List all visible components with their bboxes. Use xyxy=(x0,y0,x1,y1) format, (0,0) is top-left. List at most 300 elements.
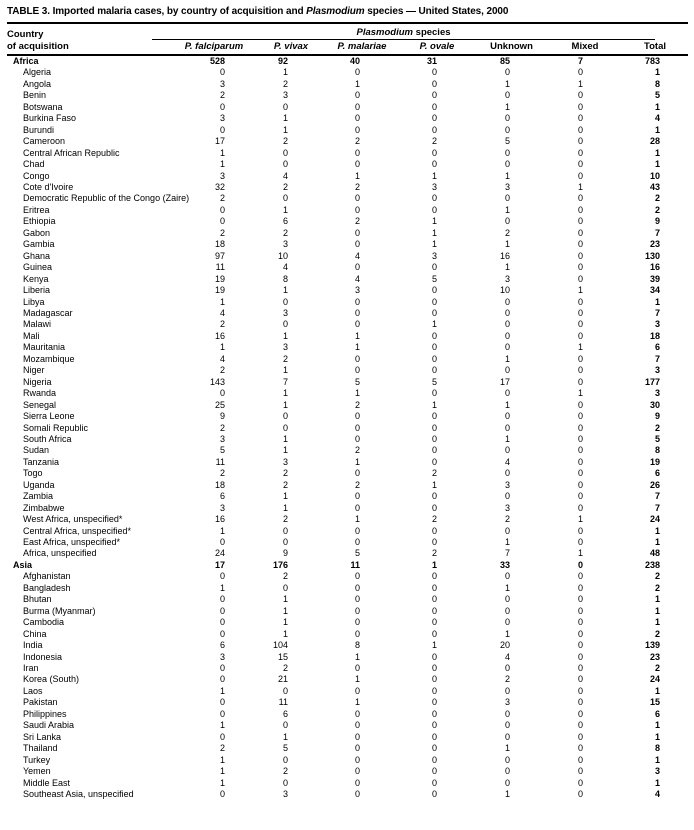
country-cell: Gabon xyxy=(23,227,51,238)
total-cell: 783 xyxy=(645,56,661,66)
total-cell: 1 xyxy=(655,731,661,742)
value-cell: 32 xyxy=(214,181,225,192)
table-row xyxy=(7,411,688,422)
value-cell: 1 xyxy=(219,777,225,788)
value-cell: 0 xyxy=(354,754,360,765)
value-cell: 1 xyxy=(282,67,288,78)
table-row xyxy=(7,755,688,766)
value-cell: 0 xyxy=(219,388,225,399)
table-row xyxy=(7,732,688,743)
table-row xyxy=(7,491,688,502)
total-cell: 43 xyxy=(650,181,661,192)
country-cell: Saudi Arabia xyxy=(23,720,75,731)
table-row xyxy=(7,113,688,124)
value-cell: 5 xyxy=(431,376,437,387)
value-cell: 16 xyxy=(214,514,225,525)
value-cell: 0 xyxy=(577,663,583,674)
value-cell: 2 xyxy=(282,571,288,582)
value-cell: 1 xyxy=(282,594,288,605)
value-cell: 0 xyxy=(431,537,437,548)
country-cell: Somali Republic xyxy=(23,422,89,433)
value-cell: 1 xyxy=(504,262,510,273)
malaria-cases-table xyxy=(7,24,688,800)
value-cell: 0 xyxy=(577,250,583,261)
value-cell: 3 xyxy=(219,170,225,181)
value-cell: 0 xyxy=(219,67,225,78)
value-cell: 19 xyxy=(214,285,225,296)
value-cell: 9 xyxy=(282,548,288,559)
value-cell: 0 xyxy=(431,285,437,296)
table-row xyxy=(7,205,688,216)
value-cell: 2 xyxy=(504,514,510,525)
value-cell: 2 xyxy=(282,468,288,479)
value-cell: 2 xyxy=(219,743,225,754)
value-cell: 8 xyxy=(354,640,360,651)
value-cell: 0 xyxy=(577,628,583,639)
total-cell: 23 xyxy=(650,651,661,662)
total-cell: 7 xyxy=(655,227,661,238)
table-row xyxy=(7,285,688,296)
value-cell: 0 xyxy=(577,204,583,215)
value-cell: 0 xyxy=(504,422,510,433)
value-cell: 4 xyxy=(354,250,360,261)
country-cell: Eritrea xyxy=(23,204,50,215)
value-cell: 1 xyxy=(219,766,225,777)
table-row xyxy=(7,652,688,663)
value-cell: 0 xyxy=(219,731,225,742)
value-cell: 2 xyxy=(354,181,360,192)
value-cell: 0 xyxy=(431,353,437,364)
value-cell: 0 xyxy=(504,720,510,731)
column-header-mixed: Mixed xyxy=(548,40,622,55)
value-cell: 2 xyxy=(354,136,360,147)
table-row xyxy=(7,594,688,605)
value-cell: 0 xyxy=(577,537,583,548)
total-cell: 1 xyxy=(655,605,661,616)
table-row xyxy=(7,159,688,170)
value-cell: 11 xyxy=(215,456,225,467)
value-cell: 1 xyxy=(354,514,360,525)
country-cell: Central Africa, unspecified* xyxy=(23,525,132,536)
value-cell: 0 xyxy=(577,159,583,170)
value-cell: 1 xyxy=(431,216,437,227)
total-cell: 5 xyxy=(655,433,661,444)
value-cell: 1 xyxy=(431,479,437,490)
value-cell: 0 xyxy=(219,697,225,708)
value-cell: 0 xyxy=(431,674,437,685)
value-cell: 0 xyxy=(577,743,583,754)
total-cell: 3 xyxy=(655,365,661,376)
value-cell: 0 xyxy=(504,330,510,341)
country-cell: Zimbabwe xyxy=(23,502,65,513)
total-cell: 1 xyxy=(655,525,661,536)
column-header-p-ovale: P. ovale xyxy=(399,40,475,55)
value-cell: 1 xyxy=(282,399,288,410)
value-cell: 0 xyxy=(431,296,437,307)
value-cell: 2 xyxy=(219,227,225,238)
country-cell: Botswana xyxy=(23,101,63,112)
value-cell: 0 xyxy=(504,296,510,307)
value-cell: 0 xyxy=(577,193,583,204)
country-cell: Cameroon xyxy=(23,136,66,147)
value-cell: 4 xyxy=(282,170,288,181)
total-cell: 7 xyxy=(655,502,661,513)
country-cell: Senegal xyxy=(23,399,57,410)
table-row xyxy=(7,537,688,548)
total-cell: 6 xyxy=(655,342,661,353)
value-cell: 2 xyxy=(354,399,360,410)
country-cell: Ghana xyxy=(23,250,51,261)
value-cell: 1 xyxy=(282,617,288,628)
table-row xyxy=(7,503,688,514)
value-cell: 0 xyxy=(577,273,583,284)
total-cell: 4 xyxy=(655,113,661,124)
total-cell: 48 xyxy=(650,548,661,559)
table-row xyxy=(7,182,688,193)
country-cell: Southeast Asia, unspecified xyxy=(23,789,134,799)
value-cell: 0 xyxy=(354,743,360,754)
country-cell: Cambodia xyxy=(23,617,65,628)
table-row xyxy=(7,789,688,800)
value-cell: 0 xyxy=(282,777,288,788)
value-cell: 3 xyxy=(282,342,288,353)
country-cell: Burundi xyxy=(23,124,55,135)
total-cell: 1 xyxy=(655,537,661,548)
total-cell: 30 xyxy=(650,399,661,410)
value-cell: 0 xyxy=(354,147,360,158)
value-cell: 0 xyxy=(577,216,583,227)
total-cell: 2 xyxy=(655,663,661,674)
table-row xyxy=(7,445,688,456)
country-cell: Asia xyxy=(13,559,33,570)
value-cell: 0 xyxy=(431,582,437,593)
species-spanner-italic: Plasmodium xyxy=(356,27,414,38)
country-cell: Algeria xyxy=(23,67,52,78)
value-cell: 1 xyxy=(504,170,510,181)
value-cell: 0 xyxy=(431,743,437,754)
value-cell: 0 xyxy=(577,353,583,364)
value-cell: 0 xyxy=(354,685,360,696)
value-cell: 0 xyxy=(282,582,288,593)
country-cell: Benin xyxy=(23,90,47,101)
value-cell: 2 xyxy=(219,365,225,376)
table-row xyxy=(7,606,688,617)
value-cell: 0 xyxy=(431,101,437,112)
table-row xyxy=(7,743,688,754)
value-cell: 0 xyxy=(577,433,583,444)
country-cell: Bangladesh xyxy=(23,582,71,593)
value-cell: 1 xyxy=(504,582,510,593)
table-row xyxy=(7,468,688,479)
value-cell: 1 xyxy=(282,445,288,456)
value-cell: 0 xyxy=(354,193,360,204)
country-cell: Turkey xyxy=(23,754,51,765)
total-cell: 9 xyxy=(655,411,661,422)
value-cell: 3 xyxy=(282,456,288,467)
country-cell: Bhutan xyxy=(23,594,52,605)
value-cell: 11 xyxy=(215,262,225,273)
total-cell: 2 xyxy=(655,204,661,215)
table-row xyxy=(7,216,688,227)
country-cell: Afghanistan xyxy=(23,571,71,582)
value-cell: 0 xyxy=(577,422,583,433)
table-row xyxy=(7,457,688,468)
value-cell: 1 xyxy=(431,559,437,570)
value-cell: 0 xyxy=(577,365,583,376)
value-cell: 0 xyxy=(282,411,288,422)
value-cell: 0 xyxy=(431,78,437,89)
table-row xyxy=(7,102,688,113)
value-cell: 4 xyxy=(282,262,288,273)
value-cell: 25 xyxy=(214,399,225,410)
value-cell: 0 xyxy=(431,754,437,765)
value-cell: 0 xyxy=(431,605,437,616)
value-cell: 0 xyxy=(354,720,360,731)
value-cell: 0 xyxy=(431,617,437,628)
value-cell: 1 xyxy=(282,204,288,215)
value-cell: 0 xyxy=(504,663,510,674)
value-cell: 2 xyxy=(282,78,288,89)
total-cell: 2 xyxy=(655,628,661,639)
country-cell: Congo xyxy=(23,170,50,181)
value-cell: 0 xyxy=(219,663,225,674)
value-cell: 0 xyxy=(354,468,360,479)
value-cell: 0 xyxy=(577,170,583,181)
value-cell: 20 xyxy=(499,640,510,651)
total-cell: 18 xyxy=(650,330,661,341)
table-row xyxy=(7,514,688,525)
value-cell: 1 xyxy=(354,330,360,341)
value-cell: 1 xyxy=(354,78,360,89)
value-cell: 1 xyxy=(282,124,288,135)
value-cell: 1 xyxy=(282,628,288,639)
value-cell: 3 xyxy=(504,479,510,490)
value-cell: 0 xyxy=(354,307,360,318)
value-cell: 3 xyxy=(219,502,225,513)
country-cell: Thailand xyxy=(23,743,58,754)
value-cell: 0 xyxy=(504,159,510,170)
table-row xyxy=(7,228,688,239)
value-cell: 0 xyxy=(219,674,225,685)
value-cell: 0 xyxy=(354,319,360,330)
value-cell: 1 xyxy=(219,720,225,731)
value-cell: 0 xyxy=(577,708,583,719)
country-cell: Niger xyxy=(23,365,45,376)
table-row xyxy=(7,526,688,537)
header-row-spanner xyxy=(7,24,688,40)
table-row xyxy=(7,583,688,594)
value-cell: 5 xyxy=(219,445,225,456)
value-cell: 5 xyxy=(282,743,288,754)
value-cell: 2 xyxy=(219,319,225,330)
value-cell: 5 xyxy=(504,136,510,147)
table-row xyxy=(7,125,688,136)
value-cell: 0 xyxy=(282,685,288,696)
value-cell: 0 xyxy=(354,789,360,799)
value-cell: 1 xyxy=(504,101,510,112)
country-cell: Nigeria xyxy=(23,376,52,387)
total-cell: 1 xyxy=(655,101,661,112)
value-cell: 0 xyxy=(577,479,583,490)
total-cell: 139 xyxy=(645,640,661,651)
species-spanner-rest: species xyxy=(413,27,451,38)
column-header-total: Total xyxy=(622,40,688,55)
total-cell: 1 xyxy=(655,617,661,628)
value-cell: 0 xyxy=(577,731,583,742)
value-cell: 0 xyxy=(577,491,583,502)
country-cell: Central African Republic xyxy=(23,147,120,158)
value-cell: 0 xyxy=(577,651,583,662)
value-cell: 0 xyxy=(577,525,583,536)
table-row xyxy=(7,720,688,731)
value-cell: 4 xyxy=(504,456,510,467)
value-cell: 1 xyxy=(354,674,360,685)
total-cell: 24 xyxy=(650,674,661,685)
value-cell: 1 xyxy=(282,731,288,742)
total-cell: 130 xyxy=(645,250,661,261)
value-cell: 0 xyxy=(354,617,360,628)
value-cell: 0 xyxy=(504,388,510,399)
value-cell: 2 xyxy=(282,136,288,147)
table-row xyxy=(7,67,688,78)
value-cell: 19 xyxy=(214,273,225,284)
country-cell: Iran xyxy=(23,663,39,674)
value-cell: 1 xyxy=(504,537,510,548)
value-cell: 5 xyxy=(431,273,437,284)
value-cell: 1 xyxy=(431,170,437,181)
value-cell: 10 xyxy=(499,285,510,296)
value-cell: 1 xyxy=(282,113,288,124)
country-cell: Guinea xyxy=(23,262,53,273)
value-cell: 2 xyxy=(504,674,510,685)
value-cell: 0 xyxy=(354,594,360,605)
value-cell: 0 xyxy=(577,307,583,318)
value-cell: 2 xyxy=(282,353,288,364)
value-cell: 0 xyxy=(504,617,510,628)
value-cell: 0 xyxy=(354,663,360,674)
table-row xyxy=(7,308,688,319)
value-cell: 1 xyxy=(431,640,437,651)
total-cell: 16 xyxy=(650,262,661,273)
column-header-unknown: Unknown xyxy=(475,40,548,55)
total-cell: 1 xyxy=(655,594,661,605)
total-cell: 1 xyxy=(655,720,661,731)
value-cell: 1 xyxy=(431,227,437,238)
value-cell: 1 xyxy=(504,78,510,89)
total-cell: 2 xyxy=(655,571,661,582)
value-cell: 0 xyxy=(431,433,437,444)
country-cell: Indonesia xyxy=(23,651,63,662)
value-cell: 0 xyxy=(504,754,510,765)
value-cell: 0 xyxy=(577,777,583,788)
table-row xyxy=(7,640,688,651)
value-cell: 21 xyxy=(277,674,288,685)
value-cell: 0 xyxy=(504,124,510,135)
value-cell: 0 xyxy=(577,617,583,628)
value-cell: 4 xyxy=(219,307,225,318)
value-cell: 17 xyxy=(214,559,225,570)
total-cell: 5 xyxy=(655,90,661,101)
value-cell: 0 xyxy=(431,422,437,433)
value-cell: 0 xyxy=(431,204,437,215)
value-cell: 0 xyxy=(431,697,437,708)
value-cell: 0 xyxy=(431,113,437,124)
value-cell: 0 xyxy=(354,491,360,502)
value-cell: 1 xyxy=(282,433,288,444)
total-cell: 4 xyxy=(655,789,661,799)
table-header xyxy=(7,24,688,55)
value-cell: 1 xyxy=(504,743,510,754)
value-cell: 0 xyxy=(504,411,510,422)
value-cell: 3 xyxy=(504,181,510,192)
country-cell: Democratic Republic of the Congo (Zaire) xyxy=(23,193,190,204)
value-cell: 2 xyxy=(354,216,360,227)
value-cell: 0 xyxy=(282,147,288,158)
value-cell: 0 xyxy=(504,766,510,777)
table-row xyxy=(7,171,688,182)
value-cell: 2 xyxy=(282,766,288,777)
country-cell: China xyxy=(23,628,47,639)
value-cell: 1 xyxy=(504,239,510,250)
table-row xyxy=(7,319,688,330)
value-cell: 0 xyxy=(577,445,583,456)
total-cell: 24 xyxy=(650,514,661,525)
value-cell: 17 xyxy=(214,136,225,147)
country-cell: Korea (South) xyxy=(23,674,80,685)
value-cell: 0 xyxy=(431,685,437,696)
value-cell: 0 xyxy=(282,537,288,548)
value-cell: 3 xyxy=(219,113,225,124)
value-cell: 0 xyxy=(577,674,583,685)
value-cell: 31 xyxy=(426,56,437,66)
value-cell: 0 xyxy=(219,101,225,112)
country-cell: Yemen xyxy=(23,766,51,777)
total-cell: 238 xyxy=(645,559,661,570)
value-cell: 2 xyxy=(282,181,288,192)
value-cell: 1 xyxy=(504,433,510,444)
total-cell: 8 xyxy=(655,445,661,456)
table-title-suffix: species — United States, 2000 xyxy=(364,6,509,17)
value-cell: 1 xyxy=(282,365,288,376)
value-cell: 1 xyxy=(219,754,225,765)
table-row xyxy=(7,79,688,90)
value-cell: 2 xyxy=(219,193,225,204)
value-cell: 0 xyxy=(282,159,288,170)
total-cell: 10 xyxy=(650,170,661,181)
table-row xyxy=(7,251,688,262)
value-cell: 0 xyxy=(354,239,360,250)
value-cell: 3 xyxy=(282,307,288,318)
value-cell: 10 xyxy=(277,250,288,261)
value-cell: 0 xyxy=(219,708,225,719)
value-cell: 0 xyxy=(219,628,225,639)
value-cell: 2 xyxy=(431,468,437,479)
value-cell: 0 xyxy=(504,67,510,78)
value-cell: 0 xyxy=(431,502,437,513)
value-cell: 0 xyxy=(354,708,360,719)
table-row xyxy=(7,365,688,376)
value-cell: 15 xyxy=(277,651,288,662)
table-title xyxy=(7,5,688,24)
value-cell: 2 xyxy=(219,90,225,101)
table-row xyxy=(7,686,688,697)
value-cell: 0 xyxy=(354,525,360,536)
total-cell: 1 xyxy=(655,67,661,78)
value-cell: 0 xyxy=(577,101,583,112)
total-cell: 1 xyxy=(655,159,661,170)
value-cell: 0 xyxy=(282,296,288,307)
country-cell: Burma (Myanmar) xyxy=(23,605,96,616)
